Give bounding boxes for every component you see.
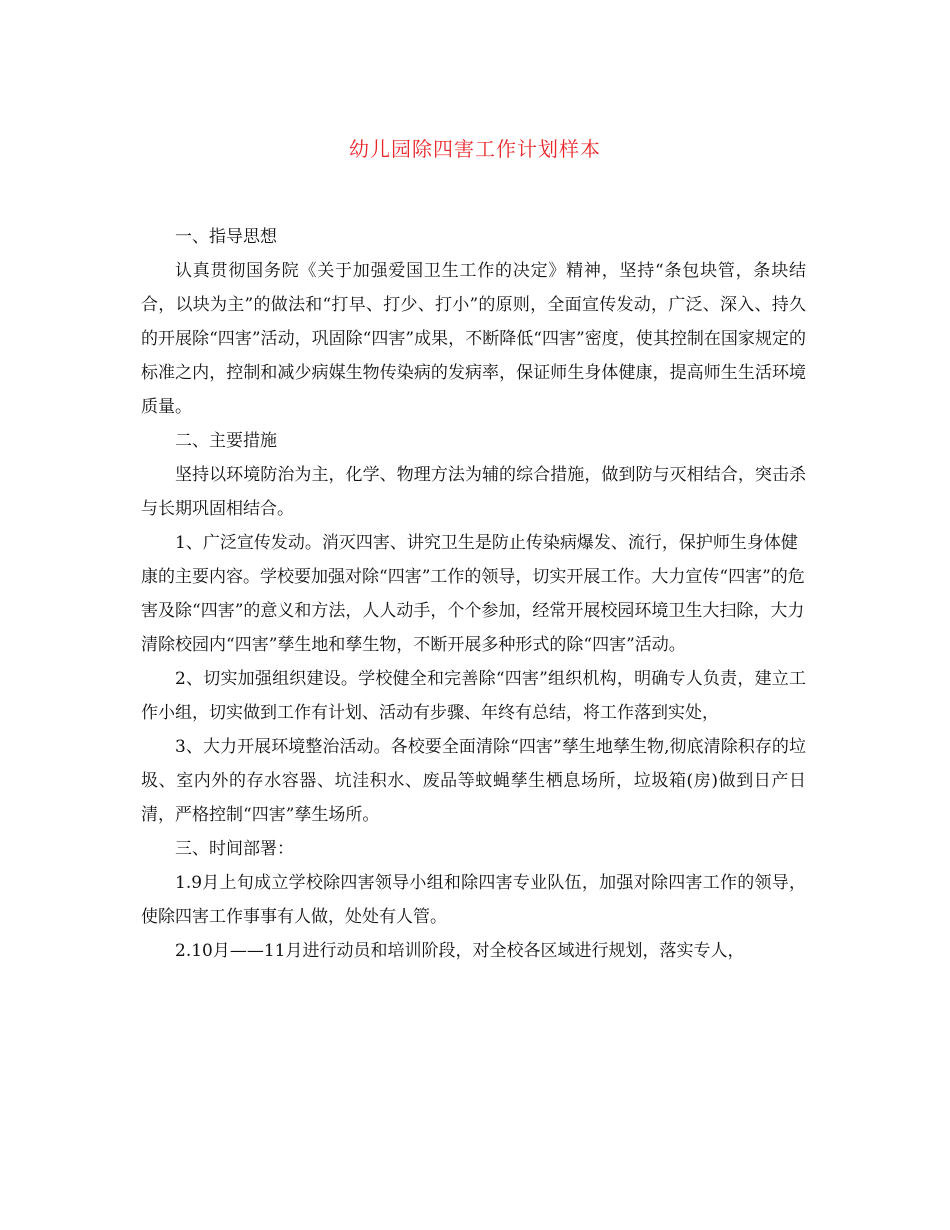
paragraph-guiding-ideology: 认真贯彻国务院《关于加强爱国卫生工作的决定》精神，坚持“条包块管，条块结合，以块为主”的做法和“打早、打少、打小”的原则，全面宣传发动，广泛、深入、持久的开展除“四害”活动，巩固除“四害”成果，不断降低“四害”密度，使其控制在国家规定的标准之内，控制和减少病媒生物传染病的发病率，保证师生身体健康，提高师生生活环境质量。 bbox=[141, 261, 806, 417]
section-heading-main-measures: 二、主要措施 bbox=[175, 431, 277, 451]
paragraph-schedule-1: 1.9月上旬成立学校除四害领导小组和除四害专业队伍，加强对除四害工作的领导，使除四害工作事事有人做，处处有人管。 bbox=[141, 873, 806, 927]
paragraph-measure-3: 3、大力开展环境整治活动。各校要全面清除“四害”孳生地孳生物,彻底清除积存的垃圾、室内外的存水容器、坑洼积水、废品等蚊蝇孳生栖息场所，垃圾箱(房)做到日产日清，严格控制“四害”孳生场所。 bbox=[141, 737, 806, 825]
section-heading-schedule: 三、时间部署： bbox=[175, 839, 294, 859]
document-title: 幼儿园除四害工作计划样本 bbox=[349, 137, 601, 161]
document-body bbox=[141, 220, 806, 968]
paragraph-measure-1: 1、广泛宣传发动。消灭四害、讲究卫生是防止传染病爆发、流行，保护师生身体健康的主要内容。学校要加强对除“四害”工作的领导，切实开展工作。大力宣传“四害”的危害及除“四害”的意义和方法，人人动手，个个参加，经常开展校园环境卫生大扫除，大力清除校园内“四害”孳生地和孳生物，不断开展多种形式的除“四害”活动。 bbox=[141, 533, 805, 655]
paragraph-schedule-2: 2.10月——11月进行动员和培训阶段，对全校各区域进行规划，落实专人， bbox=[175, 941, 745, 961]
paragraph-main-measures: 坚持以环境防治为主，化学、物理方法为辅的综合措施，做到防与灭相结合，突击杀与长期巩固相结合。 bbox=[141, 465, 806, 519]
section-heading-guiding-ideology: 一、指导思想 bbox=[175, 227, 277, 247]
paragraph-measure-2: 2、切实加强组织建设。学校健全和完善除“四害”组织机构，明确专人负责，建立工作小组，切实做到工作有计划、活动有步骤、年终有总结，将工作落到实处， bbox=[141, 669, 806, 723]
